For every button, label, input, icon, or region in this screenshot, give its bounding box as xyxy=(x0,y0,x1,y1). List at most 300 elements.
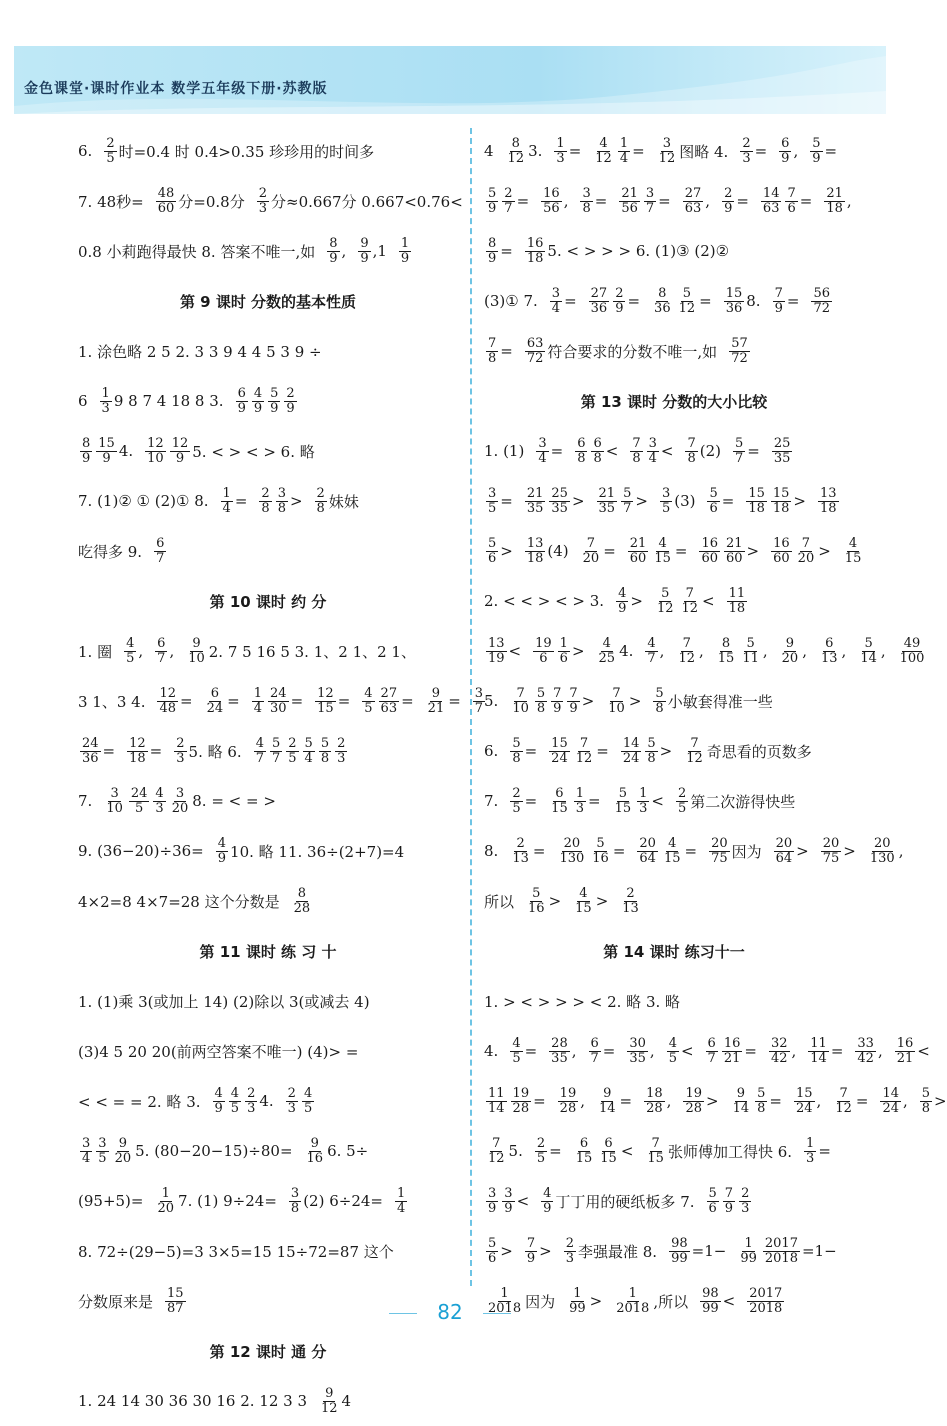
fraction xyxy=(80,1137,92,1166)
fraction-numerator: 3 xyxy=(175,785,185,801)
fraction-denominator: 8 xyxy=(647,750,656,766)
fraction xyxy=(597,487,618,516)
fraction-denominator: 8 xyxy=(277,500,286,516)
fraction xyxy=(676,637,697,666)
fraction-denominator: 9 xyxy=(400,250,410,266)
fraction-numerator: 2 xyxy=(247,1085,256,1101)
fraction-numerator: 7 xyxy=(569,685,578,701)
fraction xyxy=(637,837,658,866)
answer-text: = xyxy=(744,1042,757,1060)
fraction xyxy=(724,537,745,566)
fraction-numerator: 4 xyxy=(512,1035,521,1051)
fraction-numerator: 1 xyxy=(161,1185,170,1201)
fraction xyxy=(855,1037,876,1066)
fraction-denominator: 5 xyxy=(134,800,144,816)
fraction xyxy=(525,337,546,366)
fraction xyxy=(804,1137,816,1166)
answer-text: 奇思看的页数多 xyxy=(706,742,812,761)
fraction xyxy=(502,187,514,216)
answer-text: > xyxy=(571,642,585,660)
fraction-denominator: 64 xyxy=(775,850,793,866)
fraction xyxy=(637,787,649,816)
answer-text: 4 xyxy=(341,1392,352,1410)
fraction-denominator: 15 xyxy=(844,550,862,566)
fraction xyxy=(771,487,792,516)
fraction xyxy=(738,1237,759,1266)
fraction xyxy=(818,487,839,516)
answer-line xyxy=(78,1176,468,1226)
fraction-numerator: 1 xyxy=(500,1285,509,1301)
section-title xyxy=(78,276,468,326)
fraction-numerator: 6 xyxy=(237,385,246,401)
answer-text: (3) xyxy=(674,492,696,510)
fraction xyxy=(554,137,566,166)
fraction xyxy=(723,1187,735,1216)
fraction-denominator: 9 xyxy=(217,850,227,866)
fraction-numerator: 8 xyxy=(488,235,497,251)
answer-text: , xyxy=(649,1042,655,1060)
answer-text: = xyxy=(855,1092,869,1110)
fraction xyxy=(707,487,719,516)
fraction-numerator: 1 xyxy=(400,235,410,251)
fraction-numerator: 9 xyxy=(360,235,369,251)
answer-line xyxy=(484,826,904,876)
fraction-denominator: 130 xyxy=(559,850,585,866)
answer-text: = xyxy=(769,1092,782,1110)
answer-text: 8. 72÷(29−5)=3 3×5=15 15÷72=87 这个 xyxy=(78,1242,394,1261)
fraction-numerator: 5 xyxy=(682,285,691,301)
fraction-denominator: 18 xyxy=(526,550,544,566)
fraction-numerator: 7 xyxy=(492,1135,501,1151)
fraction xyxy=(746,487,767,516)
answer-text: = xyxy=(818,1142,831,1160)
fraction-denominator: 8 xyxy=(316,500,325,516)
answer-line xyxy=(78,1076,468,1126)
fraction-denominator: 28 xyxy=(646,1100,663,1116)
fraction-denominator: 3 xyxy=(565,1250,574,1266)
answer-text: , xyxy=(902,1092,908,1110)
fraction-numerator: 48 xyxy=(157,185,175,201)
fraction-numerator: 21 xyxy=(526,485,544,501)
answer-text: 李强最准 8. xyxy=(578,1242,658,1261)
fraction-numerator: 2 xyxy=(741,1185,750,1201)
fraction-denominator: 8 xyxy=(261,500,270,516)
fraction-numerator: 2 xyxy=(258,185,268,201)
answer-text: > xyxy=(746,542,760,560)
answer-text: =1− xyxy=(801,1242,837,1260)
fraction-numerator: 1 xyxy=(222,485,231,501)
fraction-numerator: 3 xyxy=(277,485,286,501)
answer-text: = xyxy=(550,442,564,460)
fraction-numerator: 12 xyxy=(129,735,146,751)
fraction xyxy=(80,437,92,466)
answer-text: 1. (1)乘 3(或加上 14) (2)除以 3(或减去 4) xyxy=(78,992,370,1011)
fraction-numerator: 6 xyxy=(156,535,165,551)
answer-text: , xyxy=(841,642,847,660)
fraction-numerator: 2017 xyxy=(764,1235,798,1251)
fraction-numerator: 3 xyxy=(504,1185,513,1201)
fraction-denominator: 9 xyxy=(286,400,295,416)
fraction-denominator: 35 xyxy=(551,1050,568,1066)
answer-text: = xyxy=(533,1092,546,1110)
answer-line xyxy=(78,676,484,726)
fraction-numerator: 2 xyxy=(106,135,115,151)
fraction-denominator: 64 xyxy=(639,850,656,866)
fraction-numerator: 5 xyxy=(921,1085,931,1101)
answer-text: 所以 xyxy=(484,892,515,911)
fraction xyxy=(811,287,832,316)
fraction-denominator: 5 xyxy=(668,1050,677,1066)
header-banner xyxy=(14,46,886,114)
answer-text: < xyxy=(660,442,674,460)
fraction-numerator: 4 xyxy=(599,135,608,151)
answer-text: = xyxy=(594,192,608,210)
fraction-denominator: 18 xyxy=(129,750,146,766)
fraction-numerator: 2 xyxy=(337,735,346,751)
fraction xyxy=(257,187,269,216)
fraction xyxy=(821,837,842,866)
fraction-numerator: 7 xyxy=(839,1085,848,1101)
answer-text: 8. xyxy=(484,842,499,860)
answer-text: , xyxy=(793,142,799,160)
answer-text: 3 1、3 4. xyxy=(78,692,146,711)
fraction-numerator: 14 xyxy=(622,735,640,751)
fraction-denominator: 5 xyxy=(303,1100,313,1116)
fraction xyxy=(510,1037,522,1066)
section-title xyxy=(484,926,874,976)
fraction xyxy=(536,437,548,466)
fraction-denominator: 9 xyxy=(237,400,246,416)
fraction-denominator: 3 xyxy=(176,750,185,766)
fraction-numerator: 13 xyxy=(820,485,837,501)
fraction-numerator: 20 xyxy=(874,835,891,851)
fraction-denominator: 15 xyxy=(614,800,632,816)
page-number-rule-left xyxy=(389,1313,417,1314)
answer-text: = xyxy=(448,692,461,710)
fraction-denominator: 20 xyxy=(797,550,815,566)
fraction xyxy=(567,687,579,716)
fraction-numerator: 7 xyxy=(651,1135,660,1151)
fraction-numerator: 4 xyxy=(255,735,264,751)
fraction-denominator: 24 xyxy=(206,700,224,716)
answer-text: > xyxy=(793,492,806,510)
answer-text: 时=0.4 时 0.4>0.35 珍珍用的时间多 xyxy=(118,142,375,161)
answer-text: 4. xyxy=(118,442,134,460)
fraction-denominator: 20 xyxy=(781,650,799,666)
answer-line xyxy=(484,476,874,526)
fraction-denominator: 14 xyxy=(732,1100,750,1116)
fraction xyxy=(660,487,672,516)
answer-text: 9 8 7 4 18 8 3. xyxy=(113,392,224,410)
answer-text: 6. xyxy=(484,742,499,760)
fraction xyxy=(771,537,792,566)
fraction-numerator: 9 xyxy=(118,1135,127,1151)
answer-text: , xyxy=(666,1092,672,1110)
fraction xyxy=(104,787,125,816)
fraction-numerator: 15 xyxy=(748,485,765,501)
answer-text: , xyxy=(816,1092,822,1110)
fraction-numerator: 4 xyxy=(217,835,227,851)
fraction xyxy=(486,537,498,566)
fraction-denominator: 6 xyxy=(559,650,568,666)
fraction-denominator: 8 xyxy=(757,1100,766,1116)
fraction-numerator: 5 xyxy=(320,735,330,751)
fraction-denominator: 28 xyxy=(293,900,311,916)
fraction-numerator: 14 xyxy=(882,1085,899,1101)
answer-text: 6 xyxy=(78,392,88,410)
fraction-numerator: 6 xyxy=(781,135,790,151)
fraction-denominator: 18 xyxy=(526,250,544,266)
fraction-numerator: 8 xyxy=(297,885,307,901)
fraction-denominator: 30 xyxy=(270,700,287,716)
fraction-numerator: 1 xyxy=(396,1185,406,1201)
fraction xyxy=(722,187,734,216)
fraction xyxy=(252,387,264,416)
answer-text: 8. = < = > xyxy=(192,792,276,810)
fraction-numerator: 9 xyxy=(603,1085,612,1101)
fraction-numerator: 5 xyxy=(661,585,670,601)
fraction-denominator: 24 xyxy=(795,1100,813,1116)
answer-text: =1− xyxy=(691,1242,727,1260)
fraction xyxy=(647,437,659,466)
fraction-denominator: 19 xyxy=(488,650,505,666)
fraction-numerator: 30 xyxy=(629,1035,646,1051)
answer-text: 第 14 课时 练习十一 xyxy=(603,942,745,961)
fraction xyxy=(549,1037,570,1066)
fraction-numerator: 33 xyxy=(857,1035,874,1051)
answer-line xyxy=(484,226,874,276)
fraction-numerator: 25 xyxy=(551,485,568,501)
fraction-denominator: 12 xyxy=(321,1400,338,1416)
fraction xyxy=(761,187,782,216)
fraction-denominator: 16 xyxy=(528,900,545,916)
fraction xyxy=(510,837,531,866)
answer-text: = xyxy=(747,442,760,460)
fraction-denominator: 36 xyxy=(654,300,671,316)
fraction xyxy=(597,637,618,666)
answer-text: ,1 xyxy=(372,242,387,260)
answer-text: < xyxy=(508,642,522,660)
answer-text: > xyxy=(500,542,513,560)
fraction xyxy=(213,1087,225,1116)
answer-line xyxy=(484,626,925,676)
fraction-denominator: 3 xyxy=(287,1100,296,1116)
fraction xyxy=(236,387,248,416)
fraction xyxy=(645,737,657,766)
fraction-numerator: 4 xyxy=(303,1085,313,1101)
fraction-numerator: 4 xyxy=(155,785,164,801)
answer-text: 7. (1) 9÷24= xyxy=(178,1192,277,1210)
fraction xyxy=(549,787,570,816)
fraction-numerator: 21 xyxy=(621,185,638,201)
fraction-denominator: 2018 xyxy=(764,1250,798,1266)
answer-text: 10. 略 11. 36÷(2+7)=4 xyxy=(230,842,405,861)
fraction-denominator: 3 xyxy=(556,150,565,166)
fraction-numerator: 7 xyxy=(801,535,811,551)
fraction xyxy=(558,1087,579,1116)
fraction-denominator: 9 xyxy=(526,1250,536,1266)
fraction-denominator: 9 xyxy=(543,1200,552,1216)
fraction xyxy=(819,637,840,666)
fraction-numerator: 20 xyxy=(639,835,656,851)
answer-text: , xyxy=(880,642,886,660)
answer-line xyxy=(484,426,874,476)
fraction xyxy=(920,1087,932,1116)
answer-text: 2. 7 5 16 5 3. 1、2 1、2 1、 xyxy=(208,642,416,661)
fraction xyxy=(593,137,614,166)
fraction-denominator: 9 xyxy=(270,400,279,416)
fraction-denominator: 12 xyxy=(595,150,612,166)
answer-text: , xyxy=(571,1042,577,1060)
fraction-denominator: 18 xyxy=(820,500,837,516)
answer-text: (2) 6÷24= xyxy=(303,1192,383,1210)
fraction-denominator: 5 xyxy=(106,150,115,166)
fraction-numerator: 12 xyxy=(317,685,334,701)
fraction xyxy=(302,1087,314,1116)
fraction-numerator: 1 xyxy=(101,385,110,401)
answer-text: (3)① 7. xyxy=(484,292,538,310)
fraction xyxy=(486,637,507,666)
answer-line xyxy=(484,526,874,576)
answer-text: , xyxy=(762,642,768,660)
fraction-denominator: 3 xyxy=(742,150,751,166)
fraction xyxy=(677,287,698,316)
fraction xyxy=(486,487,498,516)
fraction xyxy=(216,837,228,866)
fraction-denominator: 3 xyxy=(741,1200,750,1216)
answer-text: , xyxy=(802,642,807,660)
answer-text: < xyxy=(651,792,664,810)
fraction-numerator: 15 xyxy=(795,1085,813,1101)
fraction-numerator: 5 xyxy=(812,135,821,151)
answer-text: < xyxy=(917,1042,930,1060)
fraction-numerator: 56 xyxy=(813,285,830,301)
fraction-numerator: 57 xyxy=(731,335,748,351)
answer-text: = xyxy=(401,692,414,710)
fraction-numerator: 24 xyxy=(130,785,148,801)
fraction-numerator: 8 xyxy=(658,285,667,301)
fraction xyxy=(535,687,547,716)
fraction xyxy=(669,1237,690,1266)
fraction-denominator: 7 xyxy=(735,450,744,466)
fraction xyxy=(510,737,522,766)
answer-text: 图略 4. xyxy=(679,142,729,161)
answer-text: = xyxy=(596,742,609,760)
fraction-denominator: 35 xyxy=(598,500,616,516)
fraction-denominator: 75 xyxy=(711,850,728,866)
answer-line xyxy=(78,826,468,876)
fraction xyxy=(724,287,745,316)
fraction-numerator: 3 xyxy=(538,435,547,451)
fraction-numerator: 21 xyxy=(726,535,743,551)
fraction xyxy=(379,687,400,716)
answer-line xyxy=(78,1376,468,1426)
fraction-numerator: 2 xyxy=(316,485,325,501)
fraction xyxy=(621,737,642,766)
fraction-numerator: 7 xyxy=(632,435,641,451)
fraction-numerator: 7 xyxy=(612,685,621,701)
answer-text: 5. (80−20−15)÷80= xyxy=(135,1142,293,1160)
answer-text: 7. xyxy=(78,792,93,810)
fraction-denominator: 5 xyxy=(512,1050,521,1066)
fraction-numerator: 4 xyxy=(230,1085,240,1101)
fraction-denominator: 8 xyxy=(536,700,546,716)
fraction-numerator: 20 xyxy=(775,835,793,851)
fraction-denominator: 9 xyxy=(360,250,369,266)
fraction-numerator: 5 xyxy=(864,635,873,651)
answer-line xyxy=(484,976,874,1026)
fraction xyxy=(679,587,700,616)
fraction-numerator: 20 xyxy=(563,835,581,851)
fraction-denominator: 4 xyxy=(551,300,561,316)
fraction-denominator: 14 xyxy=(860,650,877,666)
fraction-denominator: 12 xyxy=(488,1150,505,1166)
fraction xyxy=(773,287,785,316)
section-title xyxy=(78,1326,468,1376)
fraction-numerator: 9 xyxy=(192,635,201,651)
fraction-denominator: 16 xyxy=(306,1150,324,1166)
fraction-numerator: 5 xyxy=(271,735,281,751)
fraction-numerator: 6 xyxy=(604,1135,613,1151)
fraction-denominator: 20 xyxy=(114,1150,132,1166)
answer-text: 5. 略 6. xyxy=(188,742,242,761)
fraction xyxy=(549,487,570,516)
fraction-denominator: 15 xyxy=(551,800,568,816)
answer-text: 小敏套得准一些 xyxy=(667,692,773,711)
fraction-numerator: 4 xyxy=(253,385,263,401)
fraction-numerator: 9 xyxy=(310,1135,319,1151)
fraction-numerator: 2 xyxy=(677,785,687,801)
fraction xyxy=(652,287,673,316)
fraction-denominator: 6 xyxy=(488,550,497,566)
fraction xyxy=(630,437,642,466)
fraction xyxy=(613,287,625,316)
page-number: 82 xyxy=(437,1300,463,1324)
answer-text: = xyxy=(699,292,712,310)
fraction xyxy=(335,737,347,766)
fraction-numerator: 6 xyxy=(157,635,166,651)
fraction-numerator: 4 xyxy=(543,1185,552,1201)
fraction xyxy=(580,187,592,216)
fraction xyxy=(606,687,627,716)
answer-text: , xyxy=(138,642,144,660)
fraction-numerator: 32 xyxy=(770,1035,788,1051)
answer-text: 吃得多 9. xyxy=(78,542,143,561)
answer-text: 4. xyxy=(484,1042,499,1060)
answer-text: 1. (1) xyxy=(484,442,525,460)
answer-line xyxy=(78,626,468,676)
answer-text: < xyxy=(702,592,715,610)
fraction xyxy=(564,1237,576,1266)
fraction-numerator: 3 xyxy=(648,435,657,451)
fraction xyxy=(683,1087,704,1116)
fraction xyxy=(551,687,563,716)
fraction-denominator: 13 xyxy=(622,900,639,916)
fraction-denominator: 28 xyxy=(559,1100,577,1116)
fraction xyxy=(558,637,570,666)
fraction-denominator: 13 xyxy=(512,850,529,866)
fraction-numerator: 19 xyxy=(512,1085,530,1101)
fraction-numerator: 5 xyxy=(746,635,755,651)
fraction-denominator: 9 xyxy=(724,1200,734,1216)
fraction-denominator: 72 xyxy=(813,300,830,316)
fraction xyxy=(205,687,226,716)
fraction-numerator: 1 xyxy=(575,785,584,801)
answer-text: 7. (1)② ① (2)① 8. xyxy=(78,492,209,510)
answer-text: = xyxy=(824,142,838,160)
fraction-denominator: 6 xyxy=(787,200,796,216)
fraction-denominator: 12 xyxy=(575,750,593,766)
